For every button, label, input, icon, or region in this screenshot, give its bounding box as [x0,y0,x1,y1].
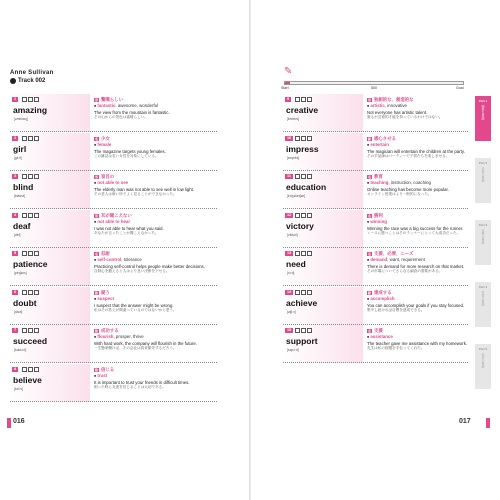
definition-block [367,97,468,120]
example-translation: 私はその答えが間違っているのではないかと思う。 [94,307,177,312]
pronunciation: [déf] [14,232,21,237]
entry-number: 6 [14,289,17,294]
meaning-text: 信じる [101,366,115,372]
synonym-main: not able to hear [97,218,131,224]
progress-start-label: Start [281,86,289,90]
synonym-rest: , awesome, wonderful [115,103,159,108]
synonyms [94,103,217,109]
synonyms [94,373,217,379]
vocab-entry [283,287,468,325]
checkbox[interactable] [301,328,306,333]
tab-label: 日常の単語 [481,167,485,182]
check-boxes[interactable] [22,290,39,295]
synonyms [367,296,468,302]
tab-number: Part 4 [478,285,488,289]
story-title: Anne Sullivan [10,70,54,76]
example-translation: レースに勝つことはそのランナーにとって大成功だった。 [367,230,461,235]
check-boxes[interactable] [22,367,39,372]
tab-label: 学習の単語 [481,291,485,306]
meaning-text: 成功する [101,328,119,333]
synonyms [367,180,468,186]
definition-block [94,213,217,236]
part-of-speech-tag: 動 [368,136,372,141]
check-boxes[interactable] [295,290,312,295]
track-label: Track 002 [18,78,46,84]
synonym-icon: ■ [94,258,97,262]
entry-number: 11 [287,174,292,178]
right-page-marker [486,418,490,428]
checkbox[interactable] [28,136,33,141]
vocab-entry [283,325,468,363]
definition-block [94,367,217,390]
example-translation: 自制心を鍛えると人はより良い決断を下せる。 [94,269,170,274]
tab-part-3[interactable] [475,220,491,265]
word-panel [10,133,90,171]
checkbox[interactable] [307,174,312,179]
checkbox[interactable] [295,328,300,333]
entry-number: 8 [14,366,17,371]
tab-label: 簡単な単語 [481,105,485,120]
vocab-entry [10,171,217,209]
entry-number: 4 [14,212,17,217]
synonym-rest: , innovative [384,103,407,108]
synonym-icon: ■ [367,181,370,185]
pronunciation: [səksíːd] [14,348,27,352]
part-of-speech-tag: 形 [368,98,372,102]
word-panel [10,248,90,286]
part-of-speech-tag: 動 [95,367,99,372]
synonym-rest: , want, requirement [387,257,425,262]
definition-block [94,290,217,313]
entry-number: 12 [287,212,292,217]
pronunciation: [bláɪnd] [14,194,26,198]
headword: need [286,259,306,269]
pronunciation: [níːd] [287,271,295,275]
tab-label: 仕事の単語 [481,229,485,244]
meaning-text: 勝利 [374,212,383,218]
synonym-main: flourish [97,334,114,339]
tab-number: Part 3 [478,223,488,227]
checkbox[interactable] [295,213,300,218]
vocab-entry [10,133,217,171]
check-boxes[interactable] [295,251,312,256]
meaning-text: 教育 [374,174,383,179]
vocab-entry [10,325,217,363]
part-of-speech-tag: 名 [368,329,372,333]
synonyms [367,142,468,148]
example-sentence: The view from the mountain is fantastic. [94,110,170,115]
checkbox[interactable] [295,251,300,256]
checkbox[interactable] [34,97,39,102]
example-sentence: I was not able to hear what you said. [94,225,164,231]
part-of-speech-tag: 動 [95,290,99,295]
definition-block [94,174,217,197]
checkbox[interactable] [301,213,306,218]
example-sentence: The magician will entertain the children at the party. [367,148,465,154]
example-sentence: With hard work, the company will flourish in the future. [94,341,197,346]
checkbox[interactable] [307,136,312,141]
example-translation: 先生は私の宿題を手伝ってくれた。 [367,346,425,351]
synonym-icon: ■ [94,219,97,224]
left-page-marker [7,418,11,428]
entry-number: 9 [287,97,290,101]
checkbox[interactable] [34,136,39,141]
pronunciation: [gɜ́ːrl] [14,155,22,160]
checkbox[interactable] [28,367,33,372]
word-panel [283,210,363,248]
example-sentence: Not everyone has artistic talent. [367,110,428,115]
checkbox[interactable] [22,290,27,295]
checkbox[interactable] [22,97,27,102]
vocab-entry [283,248,468,286]
example-sentence: Online teaching has become more popular. [367,187,449,192]
tab-label: 社会の単語 [481,353,485,368]
checkbox[interactable] [301,290,306,295]
word-panel [283,94,363,132]
part-of-speech-tag: 形 [95,98,99,102]
pronunciation: [əméɪzɪŋ] [14,117,29,121]
example-translation: 困った時に友達を信じることは大切である。 [94,384,166,389]
left-page-header [10,70,54,84]
word-panel [283,171,363,209]
synonym-main: artistic [370,103,385,108]
meaning-text: 少女 [101,135,110,141]
checkbox[interactable] [295,97,300,102]
synonym-main: suspect [97,295,114,301]
synonyms [367,219,468,225]
vocab-entry [283,210,468,248]
synonym-icon: ■ [94,296,97,301]
check-boxes[interactable] [295,213,312,218]
example-sentence: You can accomplish your goals if you stay focused. [367,302,465,308]
definition-block [94,251,217,274]
synonyms [94,142,217,148]
checkbox[interactable] [301,174,306,179]
headword: impress [286,143,319,154]
synonym-icon: ■ [367,296,370,301]
tab-number: Part 2 [478,161,488,165]
book-spine [249,0,251,500]
checkbox[interactable] [301,97,306,102]
headword: blind [13,182,34,192]
meaning-text: 独創的な、創造的な [374,97,414,102]
left-page-number: 016 [13,418,25,425]
vocab-entry [10,287,217,325]
vocab-entry [283,133,468,171]
example-sentence: The teacher gave me assistance with my homework. [367,341,468,346]
entry-number: 1 [14,97,17,101]
tab-part-1[interactable] [475,96,491,141]
part-of-speech-tag: 名 [368,213,372,218]
checkbox[interactable] [307,290,312,295]
pronunciation: [bɪlíːv] [14,386,24,391]
check-boxes[interactable] [295,174,312,179]
entry-divider [10,401,217,402]
check-boxes[interactable] [22,97,39,102]
headword: doubt [13,297,37,308]
synonyms [94,296,217,302]
tab-part-4[interactable] [475,282,491,327]
example-translation: 集中し続ければ目標を達成できる。 [367,307,425,312]
word-panel [10,171,90,209]
word-panel [283,325,363,363]
checkbox[interactable] [34,174,39,179]
synonym-main: winning [370,218,387,224]
part-of-speech-tag: 動 [368,290,372,295]
example-sentence: It is important to trust your friends in difficult times. [94,379,190,385]
synonyms [94,219,217,225]
meaning-text: 支援、必要、ニーズ [374,251,414,256]
checkbox[interactable] [307,328,312,333]
example-translation: 一生懸命働けば、その会社は将来繁栄するだろう。 [94,346,177,351]
headword: believe [13,374,42,385]
definition-block [367,328,468,351]
vocab-entry [10,248,217,286]
progress-bar [284,81,464,85]
definition-block [367,136,468,159]
check-boxes[interactable] [22,174,39,179]
example-sentence: The elderly man was not able to see well in low light. [94,187,195,192]
check-boxes[interactable] [295,328,312,333]
synonym-main: teaching [370,180,389,185]
synonym-icon: ■ [367,258,370,262]
headword: creative [286,105,319,115]
synonyms [367,334,468,340]
synonym-main: female [97,141,112,147]
example-translation: その老人は暗い所でよく見ることができなかった。 [94,192,177,197]
checkbox[interactable] [28,251,33,256]
checkbox[interactable] [34,213,39,218]
check-boxes[interactable] [295,136,312,141]
synonym-icon: ■ [94,142,97,147]
definition-block [367,213,468,236]
example-sentence: Practicing self-control helps people make better decisions. [94,264,205,269]
headword: girl [13,143,27,154]
meaning-text: 感心させる [374,135,396,141]
example-translation: 誰もが芸術的才能を持っているわけではない。 [367,115,443,120]
checkbox[interactable] [34,328,39,333]
synonym-icon: ■ [94,104,97,108]
example-translation: あなたが言ったことが聞こえなかった。 [94,230,159,235]
entry-divider [283,362,468,363]
synonym-icon: ■ [367,219,370,224]
example-translation: その山からの景色は素晴らしい。 [94,115,148,120]
synonym-main: entertain [370,141,389,147]
synonym-rest: , prosper, thrive [113,334,144,339]
definition-block [367,174,468,197]
example-sentence: I suspect that the answer might be wrong. [94,302,174,308]
checkbox[interactable] [295,290,300,295]
checkbox[interactable] [34,251,39,256]
headword: support [286,336,318,346]
checkbox[interactable] [28,97,33,102]
example-sentence: Winning the race was a big success for the runner. [367,225,464,231]
right-page-number: 017 [459,418,471,425]
checkbox[interactable] [22,213,27,218]
checkbox[interactable] [295,174,300,179]
progress-mid-label: 500 [371,86,377,90]
synonym-icon: ■ [367,104,370,108]
synonyms [367,257,468,263]
checkbox[interactable] [22,136,27,141]
synonym-main: accomplish [370,295,395,301]
progress-header [281,66,464,92]
word-panel [10,364,90,402]
checkbox[interactable] [28,290,33,295]
part-of-speech-tag: 名 [95,136,99,141]
example-translation: オンライン授業はより一般的になった。 [367,192,432,197]
example-translation: その市場についてさらなる調査の需要がある。 [367,269,443,274]
synonym-icon: ■ [94,373,97,378]
word-panel [283,248,363,286]
definition-block [94,328,217,351]
pronunciation: [kriéɪtɪv] [287,117,300,121]
headword: education [286,182,327,192]
pronunciation: [dáʊt] [14,309,23,314]
mascot-icon: ✎ [284,66,293,77]
headword: deaf [13,220,31,231]
checkbox[interactable] [301,251,306,256]
tab-number: Part 1 [478,99,488,103]
checkbox[interactable] [28,174,33,179]
synonyms [94,334,217,340]
synonym-rest: , instruction, coaching [388,180,431,185]
synonym-icon: ■ [94,181,97,185]
vocab-entry [283,171,468,209]
definition-block [94,136,217,159]
progress-goal-label: Goal [456,86,464,90]
entry-number: 3 [14,174,17,178]
part-of-speech-tag: 名 [95,252,99,256]
checkbox[interactable] [22,367,27,372]
pronunciation: [péɪʃəns] [14,271,27,275]
word-panel [10,210,90,248]
part-of-speech-tag: 形 [95,213,99,218]
check-boxes[interactable] [22,213,39,218]
checkbox[interactable] [22,251,27,256]
headword: achieve [286,297,318,308]
tab-part-2[interactable] [475,158,491,203]
synonym-main: self-control [97,257,122,262]
definition-block [367,251,468,274]
definition-block [367,290,468,313]
headword: succeed [13,336,48,346]
part-of-speech-tag: 名 [368,252,372,256]
meaning-text: 盲目の [101,174,115,179]
pronunciation: [ətʃíːv] [287,309,296,314]
entry-number: 14 [287,289,292,294]
headword: amazing [13,105,48,115]
checkbox[interactable] [307,251,312,256]
vocab-entry [10,210,217,248]
tab-part-5[interactable] [475,344,491,389]
synonym-main: assistance [370,334,393,339]
synonym-main: trust [97,372,108,378]
part-of-speech-tag: 名 [368,175,372,179]
definition-block [94,97,217,120]
checkbox[interactable] [34,367,39,372]
synonyms [94,257,217,263]
audio-track[interactable] [10,78,54,84]
check-boxes[interactable] [22,328,39,333]
meaning-text: 支援 [374,328,383,333]
headword: victory [286,220,314,231]
synonym-main: demand [370,257,388,262]
synonym-icon: ■ [94,335,97,339]
word-panel [283,133,363,171]
headword: patience [13,259,48,269]
word-panel [10,94,90,132]
entry-number: 10 [287,135,292,140]
part-of-speech-tag: 動 [95,329,99,333]
vocab-entry [283,94,468,132]
checkbox[interactable] [307,97,312,102]
checkbox[interactable] [301,136,306,141]
entry-number: 2 [14,135,17,140]
meaning-text: 達成する [374,289,392,295]
example-translation: この雑誌は若い女性を対象にしている。 [94,153,159,158]
check-boxes[interactable] [295,97,312,102]
checkbox[interactable] [22,174,27,179]
checkbox[interactable] [28,213,33,218]
check-boxes[interactable] [22,251,39,256]
word-panel [10,287,90,325]
tab-number: Part 5 [478,347,488,351]
meaning-text: 驚嘆らしい [101,97,123,102]
entry-number: 13 [287,251,292,255]
pronunciation: [èdʒəkéɪʃən] [287,194,306,198]
check-boxes[interactable] [22,136,39,141]
synonym-main: not able to see [97,180,129,185]
example-translation: その手品師はパーティーで子供たちを楽しませる。 [367,153,450,158]
synonyms [94,180,217,186]
checkbox[interactable] [22,328,27,333]
synonym-rest: , tolerance [121,257,142,262]
entry-number: 5 [14,251,17,255]
entry-number: 15 [287,328,292,332]
meaning-text: 耳が聞こえない [101,212,132,218]
checkbox[interactable] [34,290,39,295]
example-sentence: The magazine targets young females. [94,148,166,154]
synonym-main: fantastic [97,103,116,108]
meaning-text: 忍耐 [101,251,110,256]
word-panel [283,287,363,325]
checkbox[interactable] [307,213,312,218]
pronunciation: [ɪmprés] [287,155,300,160]
example-sentence: There is demand for more research on that market. [367,264,465,269]
checkbox[interactable] [295,136,300,141]
synonym-icon: ■ [367,142,370,147]
vocab-entry [10,94,217,132]
meaning-text: 疑う [101,289,110,295]
audio-cd-icon [10,78,16,84]
vocab-entry [10,364,217,402]
synonym-icon: ■ [367,335,370,339]
pronunciation: [səpɔ́ːrt] [287,348,299,352]
part-of-speech-tag: 形 [95,175,99,179]
progress-bar-fill [285,82,290,84]
checkbox[interactable] [28,328,33,333]
word-panel [10,325,90,363]
entry-number: 7 [14,328,17,332]
synonyms [367,103,468,109]
pronunciation: [víktəri] [287,232,298,237]
